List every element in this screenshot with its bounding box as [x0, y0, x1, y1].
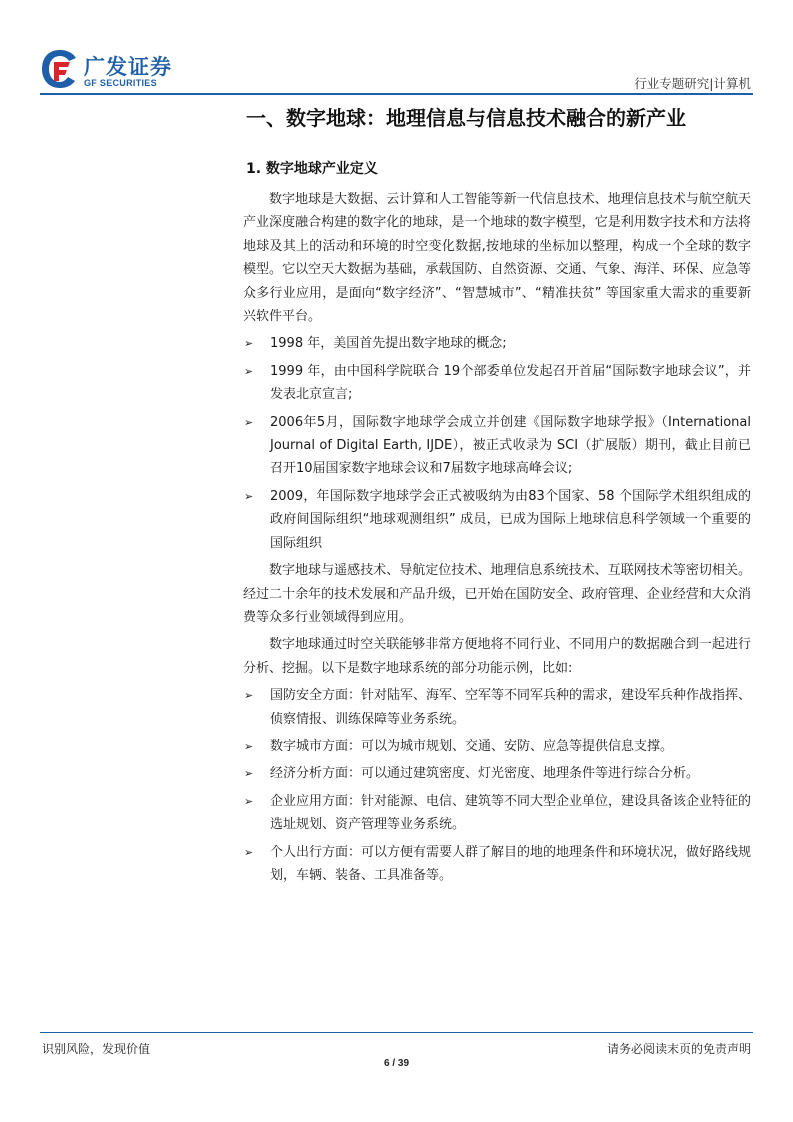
function-item-text: 企业应用方面：针对能源、电信、建筑等不同大型企业单位，建设具备该企业特征的选址规划、资产管理等业务系统。: [270, 793, 752, 833]
function-item-text: 经济分析方面：可以通过建筑密度、灯光密度、地理条件等进行综合分析。: [270, 766, 700, 782]
function-item: [243, 684, 751, 731]
subsection-title: 1. 数字地球产业定义: [246, 161, 378, 177]
arrow-bullet-icon: ➢: [244, 364, 254, 378]
arrow-bullet-icon: ➢: [244, 415, 254, 429]
page-header: [0, 0, 793, 95]
main-content: [243, 188, 751, 891]
function-item-text: 数字城市方面：可以为城市规划、交通、安防、应急等提供信息支撑。: [270, 738, 674, 754]
related-tech-paragraph: 数字地球与遥感技术、导航定位技术、地理信息系统技术、互联网技术等密切相关。经过二十余年的技术发展和产品升级，已开始在国防安全、政府管理、企业经营和大众消费等众多行业领域得到应用。: [243, 563, 751, 625]
arrow-bullet-icon: ➢: [244, 845, 254, 859]
function-item-text: 个人出行方面：可以方便有需要人群了解目的地的地理条件和环境状况，做好路线规划，车辆、装备、工具准备等。: [270, 844, 752, 883]
history-item: [243, 332, 751, 355]
arrow-bullet-icon: ➢: [244, 489, 254, 503]
history-item-text: 2006年5月，国际数字地球学会成立并创建《国际数字地球学报》（International Journal of Digital Earth, IJDE），被正式收录为 SCI（扩展版）期刊，截止目前已召开10届国家数字地球会议和7届数字地球高峰会议;: [270, 414, 751, 477]
function-item: [243, 762, 751, 785]
history-item-text: 2009，年国际数字地球学会正式被吸纳为由83个国家、58 个国际学术组织组成的政府间国际组织“地球观测组织” 成员，已成为国际上地球信息科学领域一个重要的国际组织: [270, 488, 751, 551]
arrow-bullet-icon: ➢: [244, 689, 254, 703]
function-item: [243, 735, 751, 758]
header-divider: [40, 93, 753, 95]
gf-securities-logo: [40, 48, 180, 94]
function-item-text: 国防安全方面：针对陆军、海军、空军等不同军兵种的需求，建设军兵种作战指挥、侦察情报、训练保障等业务系统。: [270, 688, 752, 727]
history-item: [243, 411, 751, 481]
arrow-bullet-icon: ➢: [244, 739, 254, 753]
definition-paragraph: 数字地球是大数据、云计算和人工智能等新一代信息技术、地理信息技术与航空航天产业深度融合构建的数字化的地球，是一个地球的数字模型，它是利用数字技术和方法将地球及其上的活动和环境的时空变化数据,按地球的坐标加以整理，构成一个全球的数字模型。它以空天大数据为基础，承载国防、自然资源、交通、气象、海洋、环保、应急等众多行业应用，是面向“数字经济”、“智慧城市”、“精准扶贫” 等国家重大需求的重要新兴软件平台。: [243, 192, 751, 325]
gf-logo-icon: [40, 48, 80, 90]
page-number: 6 / 39: [383, 1058, 410, 1069]
footer-slogan: 识别风险，发现价值: [42, 1042, 151, 1056]
history-item-text: 1999 年，由中国科学院联合 19个部委单位发起召开首届“国际数字地球会议”，并发表北京宣言;: [270, 363, 751, 403]
arrow-bullet-icon: ➢: [244, 767, 254, 781]
footer-disclaimer-note: 请务必阅读末页的免责声明: [606, 1042, 751, 1056]
report-category: 行业专题研究|计算机: [634, 76, 751, 91]
arrow-bullet-icon: ➢: [244, 794, 254, 808]
function-item: [243, 841, 751, 888]
footer-divider: [40, 1032, 753, 1033]
function-item: [243, 790, 751, 837]
arrow-bullet-icon: ➢: [244, 337, 254, 351]
history-item-text: 1998 年，美国首先提出数字地球的概念;: [270, 336, 507, 352]
history-item: [243, 360, 751, 407]
function-intro-paragraph: 数字地球通过时空关联能够非常方便地将不同行业、不同用户的数据融合到一起进行分析、挖掘。以下是数字地球系统的部分功能示例，比如:: [243, 637, 751, 676]
history-item: [243, 485, 751, 555]
logo-english-name: GF SECURITIES: [84, 78, 157, 88]
section-title: 一、数字地球：地理信息与信息技术融合的新产业: [246, 106, 686, 130]
logo-chinese-name: 广发证券: [84, 55, 172, 79]
